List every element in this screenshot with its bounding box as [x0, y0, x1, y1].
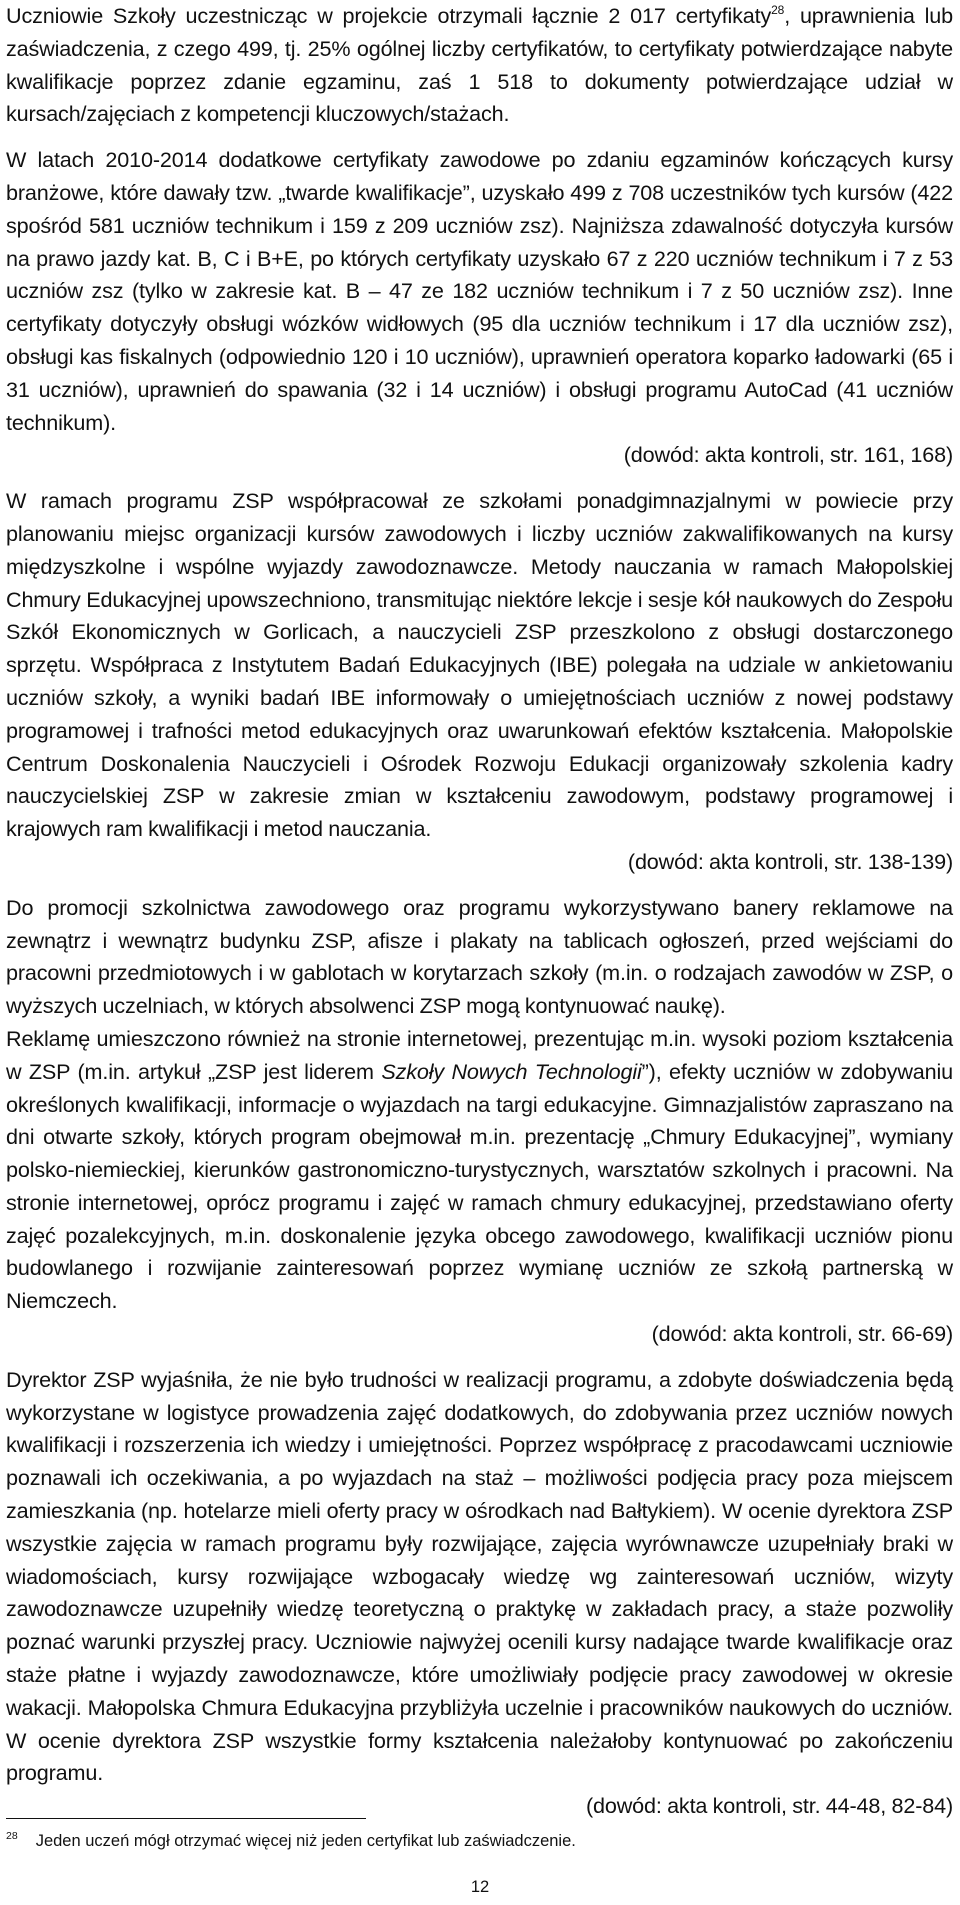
paragraph-text: Do promocji szkolnictwa zawodowego oraz programu wykorzystywano banery reklamowe na zewnątrz i wewnątrz budynku ZSP, afisze i plakaty na tablicach ogłoszeń, przed wejściami do pracowni przedmiotowych i w gablotach w korytarzach szkoły (m.in. o rodzajach zawodów w ZSP, o wyższych uczelniach, w których absolwenci ZSP mogą kontynuować naukę). — [6, 894, 953, 1019]
paragraph-text: W latach 2010-2014 dodatkowe certyfikaty zawodowe po zdaniu egzaminów kończących kursy branżowe, które dawały tzw. „twarde kwalifikacje”, uzyskało 499 z 708 uczestników tych kursów (422 spośród 581 uczniów technikum i 159 z 209 uczniów zsz). Najniższa zdawalność dotyczyła kursów na prawo jazdy kat. B, C i B+E, po których certyfikaty uzyskało 67 z 220 uczniów technikum i 7 z 53 uczniów zsz (tylko w zakresie kat. B – 47 ze 182 uczniów technikum i 7 z 50 uczniów zsz). Inne certyfikaty dotyczyły obsługi wózków widłowych (95 dla uczniów technikum i 17 dla uczniów zsz), obsługi kas fiskalnych (odpowiednio 120 i 10 uczniów), uprawnień operatora koparko ładowarki (65 i 31 uczniów), uprawnień do spawania (32 i 14 uczniów) i obsługi programu AutoCad (41 uczniów technikum). — [6, 147, 953, 435]
footnote — [6, 1830, 576, 1852]
paragraph-certificates-summary — [6, 0, 953, 131]
evidence-reference: (dowód: akta kontroli, str. 66-69) — [651, 1321, 953, 1347]
paragraph-text: Uczniowie Szkoły uczestnicząc w projekcie otrzymali łącznie 2 017 certyfikaty — [6, 3, 772, 28]
footnote-separator — [6, 1818, 366, 1819]
paragraph-text: ”), efekty uczniów w zdobywaniu określonych kwalifikacji, informacje o wyjazdach na targi edukacyjne. Gimnazjalistów zapraszano na dni otwarte szkoły, których program obejmował m.in. prezentację „Chmury Edukacyjnej”, wymiany polsko-niemieckiej, kierunków gastronomiczno-turystycznych, warsztatów szkolnych i pracowni. Na stronie internetowej, oprócz programu i zajęć w ramach chmury edukacyjnej, przedstawiano oferty zajęć pozalekcyjnych, m.in. doskonalenie języka obcego zawodowego, kwalifikacji uczniów pionu budowlanego i rozwijanie zainteresowań poprzez wymianę uczniów ze szkołą partnerską w Niemczech. — [6, 1058, 953, 1314]
footnote-reference: 28 — [771, 3, 785, 17]
body-text — [6, 0, 953, 1823]
footnote-text: Jeden uczeń mógł otrzymać więcej niż jeden certyfikat lub zaświadczenie. — [35, 1832, 576, 1850]
paragraph-text: , uprawnienia lub zaświadczenia, z czego 499, tj. 25% ogólnej liczby certyfikatów, to certyfikaty potwierdzające nabyte kwalifikacje poprzez zdanie egzaminu, zaś 1 518 to dokumenty potwierdzające udział w kursach/zajęciach z kompetencji kluczowych/stażach. — [6, 3, 953, 127]
paragraph-director-explanation — [6, 1364, 953, 1823]
paragraph-text: Reklamę umieszczono również na stronie internetowej, prezentując m.in. wysoki poziom kształcenia w ZSP (m.in. artykuł „ZSP jest liderem — [6, 1025, 953, 1084]
paragraph-promotion — [6, 892, 953, 1351]
evidence-reference: (dowód: akta kontroli, str. 161, 168) — [623, 442, 953, 468]
page-number: 12 — [470, 1878, 490, 1896]
paragraph-cooperation — [6, 485, 953, 879]
paragraph-text: W ramach programu ZSP współpracował ze szkołami ponadgimnazjalnymi w powiecie przy planowaniu miejsc organizacji kursów zawodowych i liczby uczniów zakwalifikowanych na kursy międzyszkolne i wspólne wyjazdy zawodoznawcze. Metody nauczania w ramach Małopolskiej Chmury Edukacyjnej upowszechniono, transmitując niektóre lekcje i sesje kół naukowych do Zespołu Szkół Ekonomicznych w Gorlicach, a nauczycieli ZSP przeszkolono z obsługi dostarczonego sprzętu. Współpraca z Instytutem Badań Edukacyjnych (IBE) polegała na udziale w ankietowaniu uczniów szkoły, a wyniki badań IBE informowały o umiejętnościach uczniów z nowej podstawy programowej i trafności metod edukacyjnych oraz uwarunkowań efektów kształcenia. Małopolskie Centrum Doskonalenia Nauczycieli i Ośrodek Rozwoju Edukacji organizowały szkolenia kadry nauczycielskiej ZSP w zakresie zmian w kształceniu zawodowym, podstawy programowej i krajowych ram kwalifikacji i metod nauczania. — [6, 488, 953, 842]
paragraph-text: Dyrektor ZSP wyjaśniła, że nie było trudności w realizacji programu, a zdobyte doświadczenia będą wykorzystane w logistyce prowadzenia zajęć dodatkowych, do zdobywania przez uczniów nowych kwalifikacji i rozszerzenia ich wiedzy i umiejętności. Poprzez współpracę z pracodawcami uczniowie poznawali ich oczekiwania, a po wyjazdach na staż – możliwości podjęcia pracy poza miejscem zamieszkania (np. hotelarze mieli oferty pracy w ośrodkach nad Bałtykiem). W ocenie dyrektora ZSP wszystkie zajęcia w ramach programu były rozwijające, zajęcia wyrównawcze uzupełniały braki w wiadomościach, kursy rozwijające wzbogacały wiedzę wg zainteresowań uczniów, wizyty zawodoznawcze uzupełniły wiedzę teoretyczną o praktykę w zakładach pracy, a staże pozwoliły poznać warunki przyszłej pracy. Uczniowie najwyżej ocenili kursy nadające twarde kwalifikacje oraz staże płatne i wyjazdy zawodoznawcze, które umożliwiały podjęcie pracy zawodowej w okresie wakacji. Małopolska Chmura Edukacyjna przybliżyła uczelnie i pracowników naukowych do uczniów. W ocenie dyrektora ZSP wszystkie formy kształcenia należałoby kontynuować po zakończeniu programu. — [6, 1366, 953, 1786]
evidence-reference: (dowód: akta kontroli, str. 138-139) — [627, 848, 953, 874]
evidence-reference: (dowód: akta kontroli, str. 44-48, 82-84) — [585, 1793, 953, 1819]
paragraph-professional-certificates — [6, 144, 953, 472]
italic-title: Szkoły Nowych Technologii — [381, 1058, 642, 1084]
footnote-number: 28 — [6, 1830, 18, 1842]
